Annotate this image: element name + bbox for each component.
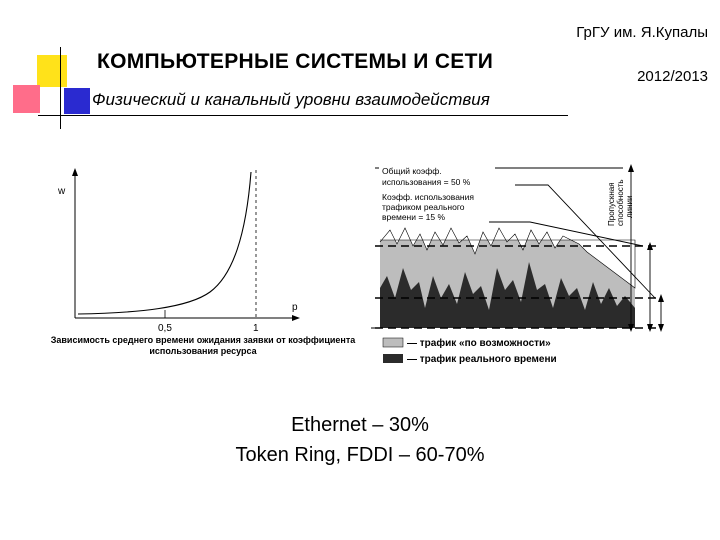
waiting-time-curve-figure bbox=[38, 160, 358, 335]
tick-one-label: 1 bbox=[253, 323, 259, 334]
realtime-label-line-1: Коэфф. использования bbox=[382, 192, 474, 202]
capacity-label bbox=[607, 179, 634, 226]
realtime-label-line-2: трафиком реального bbox=[382, 202, 465, 212]
legend-realtime-label: — трафик реального времени bbox=[407, 354, 557, 365]
y-axis-label: w bbox=[58, 186, 66, 197]
total-label-line-1: Общий коэфф. bbox=[382, 166, 442, 176]
utilization-summary bbox=[140, 410, 580, 470]
waiting-time-curve bbox=[78, 172, 251, 314]
academic-year: 2012/2013 bbox=[637, 68, 708, 85]
decor-yellow-square bbox=[37, 55, 67, 87]
header-rule bbox=[38, 115, 568, 116]
x-axis-arrow bbox=[292, 315, 300, 321]
tick-half-label: 0,5 bbox=[158, 323, 172, 334]
caption-line-2: использования ресурса bbox=[149, 346, 257, 356]
slide-title: КОМПЬЮТЕРНЫЕ СИСТЕМЫ И СЕТИ bbox=[97, 50, 494, 73]
capacity-label-line-2: способность bbox=[616, 179, 625, 226]
legend-best-effort-label: — трафик «по возможности» bbox=[407, 338, 551, 349]
slide-subtitle: Физический и канальный уровни взаимодействия bbox=[92, 90, 490, 109]
caption-line-1: Зависимость среднего времени ожидания заявки от коэффициента bbox=[50, 335, 356, 345]
capacity-arrow-up bbox=[628, 164, 634, 172]
decor-blue-square bbox=[64, 88, 90, 114]
decor-pink-square bbox=[13, 85, 40, 113]
x-axis-label: p bbox=[292, 302, 298, 313]
legend-best-effort-swatch bbox=[383, 338, 403, 347]
capacity-label-line-3: линии bbox=[625, 195, 634, 218]
decor-vertical-line bbox=[60, 47, 61, 129]
realtime-arrow-up bbox=[658, 294, 664, 302]
realtime-label-line-3: времени = 15 % bbox=[382, 212, 446, 222]
realtime-arrow-down bbox=[658, 324, 664, 332]
total-label-line-2: использования = 50 % bbox=[382, 177, 471, 187]
line-utilization-figure bbox=[365, 158, 675, 373]
summary-line-ethernet: Ethernet – 30% bbox=[291, 414, 429, 436]
capacity-label-line-1: Пропускная bbox=[607, 182, 616, 226]
y-axis-arrow bbox=[72, 168, 78, 176]
summary-line-token-ring: Token Ring, FDDI – 60-70% bbox=[235, 444, 485, 466]
legend-realtime-swatch bbox=[383, 354, 403, 363]
left-figure-caption bbox=[38, 335, 368, 357]
organization-label: ГрГУ им. Я.Купалы bbox=[576, 24, 708, 41]
